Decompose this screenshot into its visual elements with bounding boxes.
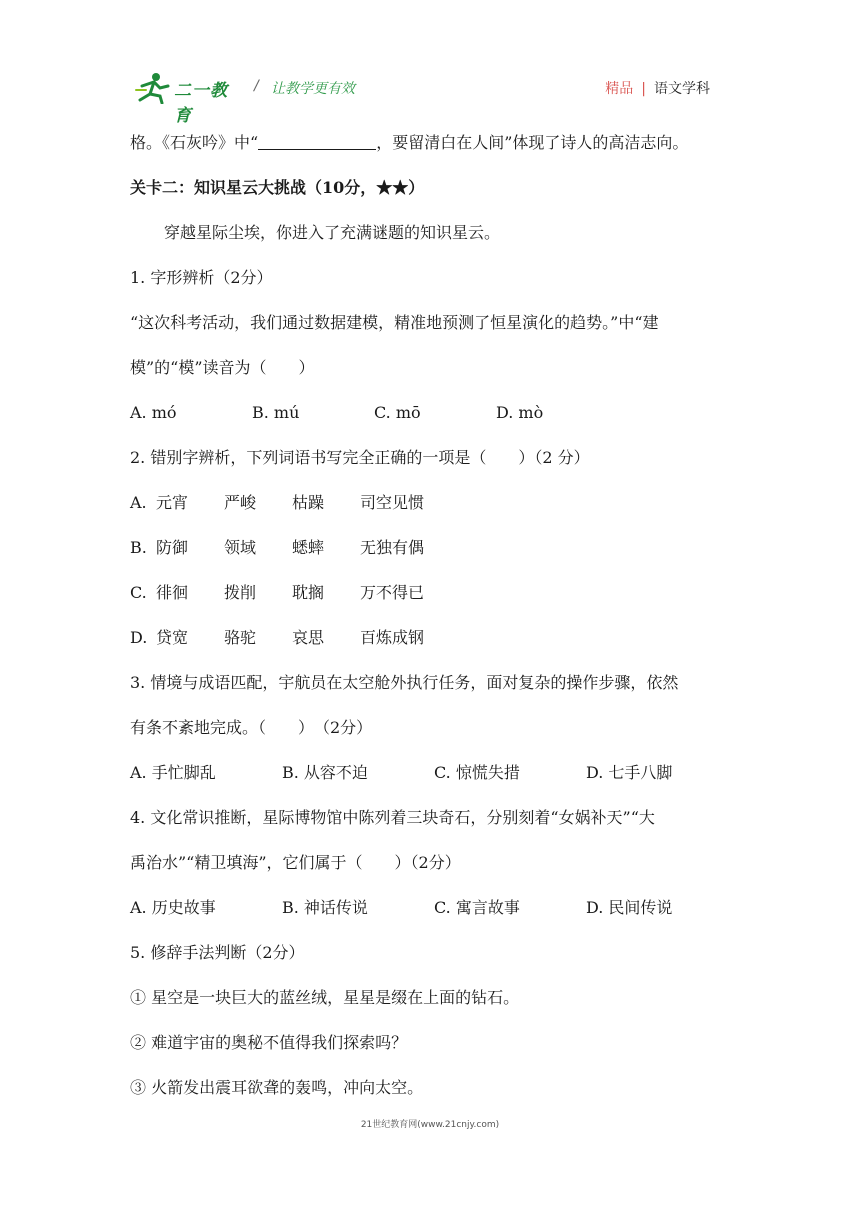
- q1-option-c[interactable]: C. mō: [374, 403, 421, 422]
- header-slogan: 让教学更有效: [271, 81, 355, 97]
- word: 百炼成钢: [360, 628, 425, 647]
- word: 领域: [224, 538, 257, 557]
- q4-option-b[interactable]: B. 神话传说: [282, 898, 368, 917]
- poem-line-start: 格。《石灰吟》中“: [130, 133, 259, 152]
- word: 严峻: [224, 493, 257, 512]
- tag-premium: 精品: [605, 81, 634, 97]
- logo-text: 二一教育: [174, 81, 228, 126]
- runner-logo-icon: [134, 72, 172, 104]
- q2-option-d[interactable]: [130, 615, 730, 660]
- tag-separator: |: [641, 81, 646, 97]
- option-label: B.: [130, 538, 147, 557]
- document-body: [130, 120, 730, 1110]
- q3-option-c[interactable]: C. 惊慌失措: [434, 763, 520, 782]
- section-title: 关卡二：知识星云大挑战（10分，★★）: [130, 178, 425, 197]
- option-label: D.: [130, 628, 148, 647]
- q4-option-c[interactable]: C. 寓言故事: [434, 898, 520, 917]
- q1-stem-1: “这次科考活动，我们通过数据建模，精准地预测了恒星演化的趋势。”中“建: [130, 313, 659, 332]
- option-label: A.: [130, 493, 147, 512]
- word: 无独有偶: [360, 538, 425, 557]
- q3-stem-2: 有条不紊地完成。（ ） （2分）: [130, 718, 373, 737]
- q5-title: 5. 修辞手法判断（2分）: [130, 943, 305, 962]
- q4-option-d[interactable]: D. 民间传说: [586, 898, 673, 917]
- q4-option-a[interactable]: A. 历史故事: [130, 898, 216, 917]
- word: 万不得已: [360, 583, 425, 602]
- option-label: C.: [130, 583, 147, 602]
- q1-options: [130, 390, 730, 435]
- poem-fill-line: [130, 120, 730, 165]
- q1-option-d[interactable]: D. mò: [496, 403, 544, 422]
- poem-line-end: ，要留清白在人间”体现了诗人的高洁志向。: [376, 133, 689, 152]
- q4-options: [130, 885, 730, 930]
- q4-stem-2: 禹治水”“精卫填海”，它们属于（ ）（2分）: [130, 853, 461, 872]
- q2-option-c[interactable]: [130, 570, 730, 615]
- q1-stem-2: 模”的“模”读音为（ ）: [130, 358, 315, 377]
- page-footer: 21世纪教育网(www.21cnjy.com): [360, 1120, 500, 1130]
- q2-option-a[interactable]: [130, 480, 730, 525]
- fill-blank[interactable]: [258, 131, 376, 150]
- word: 贷宽: [156, 628, 189, 647]
- q3-option-a[interactable]: A. 手忙脚乱: [130, 763, 216, 782]
- q1-option-b[interactable]: B. mú: [252, 403, 300, 422]
- q1-title: 1. 字形辨析（2分）: [130, 268, 273, 287]
- q5-sentence-2: ② 难道宇宙的奥秘不值得我们探索吗？: [130, 1033, 408, 1052]
- q5-sentence-1: ① 星空是一块巨大的蓝丝绒，星星是缀在上面的钻石。: [130, 988, 520, 1007]
- q2-option-b[interactable]: [130, 525, 730, 570]
- tag-subject: 语文学科: [654, 81, 710, 97]
- section-intro: 穿越星际尘埃，你进入了充满谜题的知识星云。: [164, 223, 501, 242]
- subject-tag: [605, 78, 710, 98]
- word: 拨削: [224, 583, 257, 602]
- q3-options: [130, 750, 730, 795]
- word: 哀思: [292, 628, 325, 647]
- q5-sentence-3: ③ 火箭发出震耳欲聋的轰鸣，冲向太空。: [130, 1078, 424, 1097]
- header-slash: /: [254, 78, 259, 94]
- word: 枯躁: [292, 493, 325, 512]
- word: 蟋蟀: [292, 538, 325, 557]
- q1-option-a[interactable]: A. mó: [130, 403, 177, 422]
- word: 元宵: [156, 493, 189, 512]
- logo: [134, 70, 244, 126]
- word: 司空见惯: [360, 493, 425, 512]
- word: 耽搁: [292, 583, 325, 602]
- word: 防御: [156, 538, 189, 557]
- q3-option-b[interactable]: B. 从容不迫: [282, 763, 368, 782]
- word: 徘徊: [156, 583, 189, 602]
- q3-stem-1: 3. 情境与成语匹配，宇航员在太空舱外执行任务，面对复杂的操作步骤，依然: [130, 673, 679, 692]
- q2-title: 2. 错别字辨析，下列词语书写完全正确的一项是（ ）（2 分）: [130, 448, 590, 467]
- word: 骆驼: [224, 628, 257, 647]
- q4-stem-1: 4. 文化常识推断，星际博物馆中陈列着三块奇石，分别刻着“女娲补天”“大: [130, 808, 655, 827]
- q3-option-d[interactable]: D. 七手八脚: [586, 763, 673, 782]
- page-header: [134, 70, 734, 126]
